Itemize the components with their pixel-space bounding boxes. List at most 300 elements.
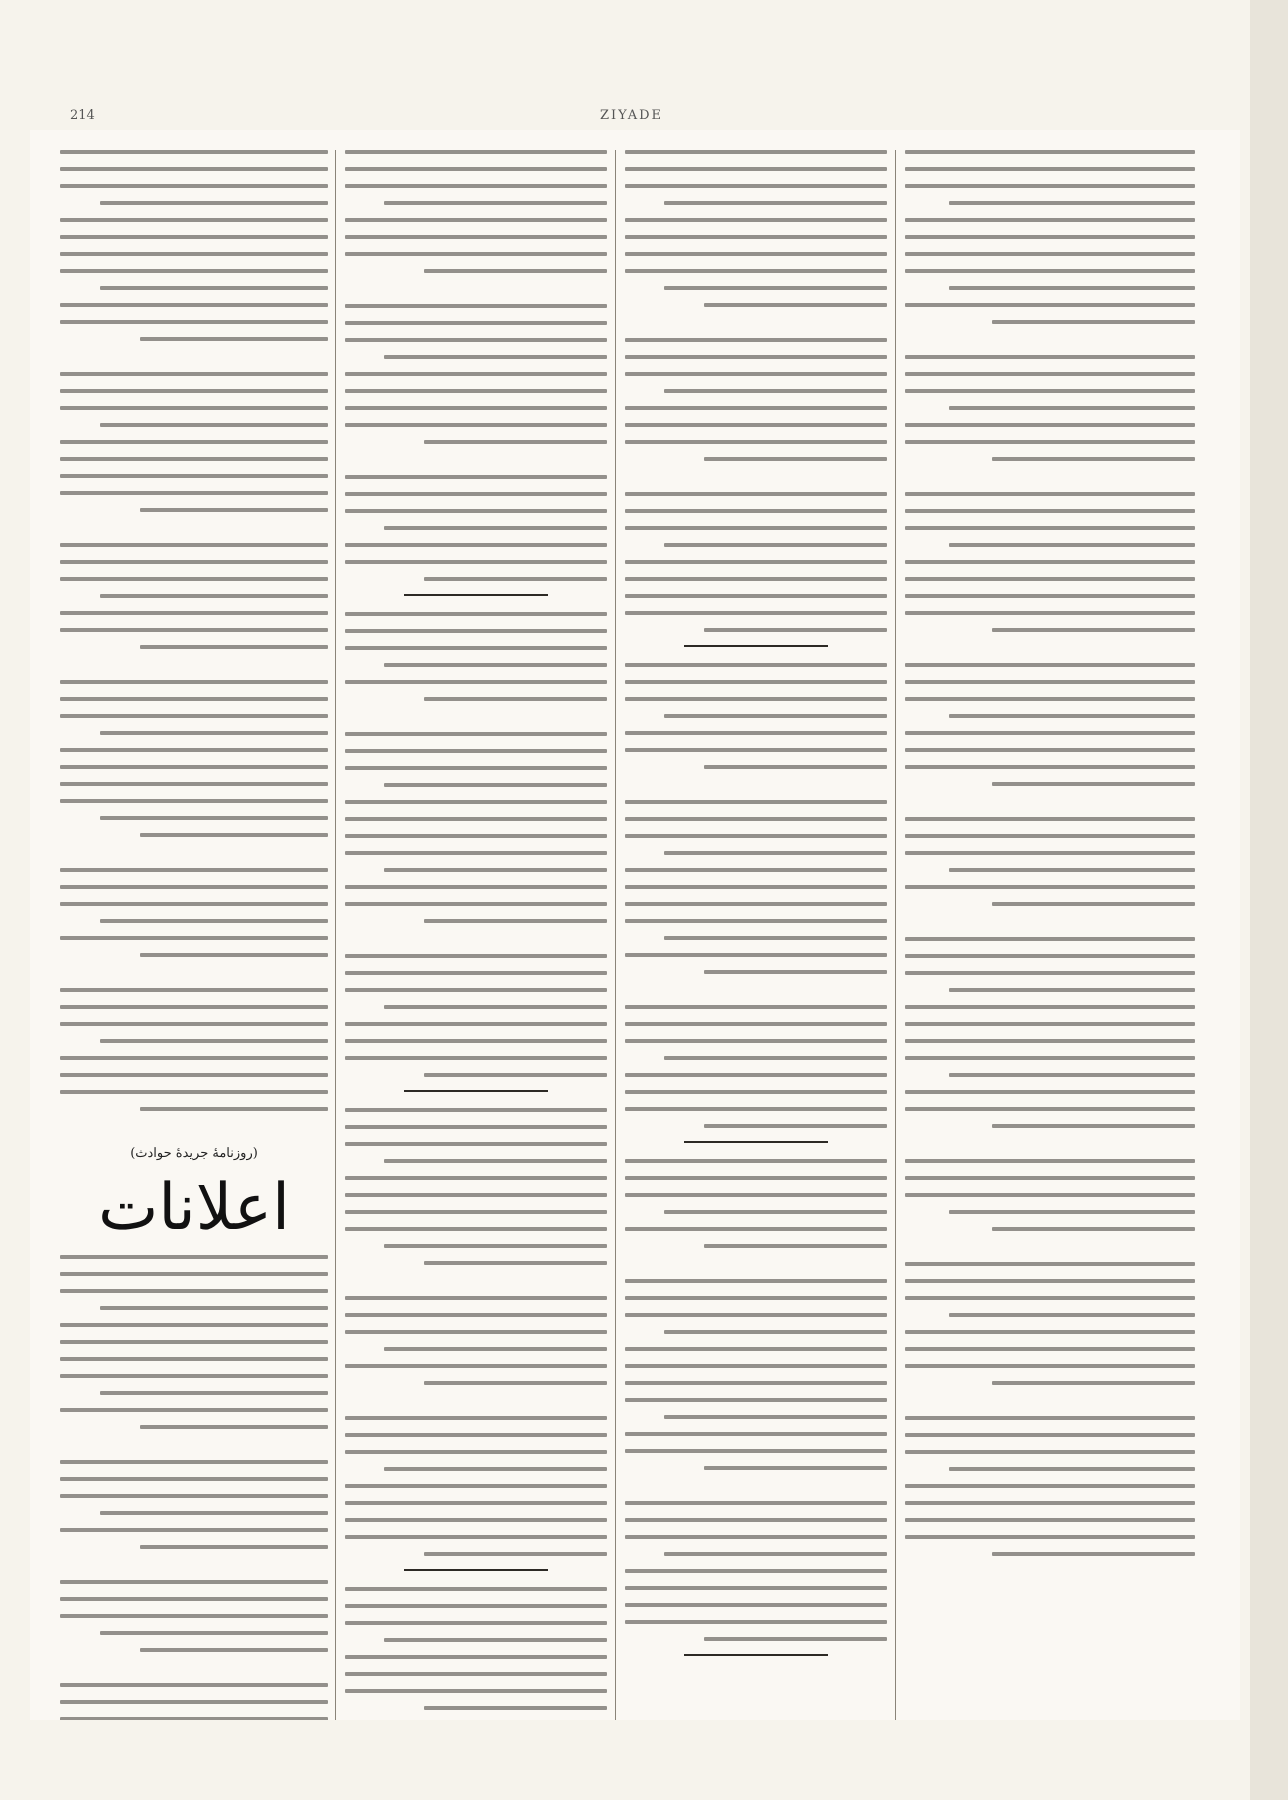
text-line xyxy=(345,1142,607,1146)
text-line xyxy=(625,611,887,615)
text-line xyxy=(100,423,328,427)
text-line xyxy=(60,235,328,239)
text-line xyxy=(625,731,887,735)
text-line xyxy=(625,800,887,804)
text-line xyxy=(625,338,887,342)
column-rule xyxy=(335,150,336,1720)
text-line xyxy=(625,1347,887,1351)
text-line xyxy=(424,1261,607,1265)
text-line xyxy=(905,269,1195,273)
text-line xyxy=(704,303,887,307)
text-line xyxy=(140,953,328,957)
text-line xyxy=(905,885,1195,889)
text-line xyxy=(905,303,1195,307)
text-line xyxy=(60,1700,328,1704)
text-line xyxy=(949,543,1196,547)
text-line xyxy=(625,577,887,581)
text-line xyxy=(424,1552,607,1556)
text-line xyxy=(905,1279,1195,1283)
text-line xyxy=(345,1364,607,1368)
text-line xyxy=(345,971,607,975)
text-line xyxy=(625,1313,887,1317)
text-line xyxy=(345,543,607,547)
paragraph-gap xyxy=(345,286,607,304)
text-line xyxy=(949,286,1196,290)
text-line xyxy=(625,184,887,188)
text-line xyxy=(60,167,328,171)
text-line xyxy=(60,1255,328,1259)
text-line xyxy=(625,440,887,444)
text-line xyxy=(625,868,887,872)
text-line xyxy=(100,1511,328,1515)
section-separator xyxy=(404,1569,548,1571)
text-line xyxy=(625,423,887,427)
text-line xyxy=(949,1073,1196,1077)
text-line xyxy=(625,919,887,923)
text-line xyxy=(60,885,328,889)
text-line xyxy=(60,868,328,872)
text-line xyxy=(625,1022,887,1026)
text-line xyxy=(345,252,607,256)
text-line xyxy=(60,1614,328,1618)
text-line xyxy=(100,1631,328,1635)
text-line xyxy=(905,1039,1195,1043)
source-caption: (روزنامهٔ جريدهٔ حوادث) xyxy=(130,1146,258,1161)
text-line xyxy=(345,902,607,906)
section-separator xyxy=(404,594,548,596)
text-line xyxy=(664,286,887,290)
text-line xyxy=(60,1090,328,1094)
text-line xyxy=(384,1159,607,1163)
text-line xyxy=(625,235,887,239)
text-line xyxy=(60,1357,328,1361)
text-line xyxy=(60,988,328,992)
paragraph-gap xyxy=(905,919,1195,937)
text-column-4 xyxy=(905,150,1195,1720)
text-line xyxy=(992,320,1195,324)
text-line xyxy=(60,1460,328,1464)
text-line xyxy=(60,389,328,393)
text-line xyxy=(905,697,1195,701)
text-line xyxy=(345,509,607,513)
text-line xyxy=(992,1124,1195,1128)
text-line xyxy=(60,372,328,376)
text-line xyxy=(60,748,328,752)
text-line xyxy=(625,1005,887,1009)
text-line xyxy=(625,218,887,222)
text-line xyxy=(60,543,328,547)
text-line xyxy=(345,817,607,821)
text-line xyxy=(345,1056,607,1060)
text-line xyxy=(625,509,887,513)
text-line xyxy=(905,817,1195,821)
text-line xyxy=(60,1323,328,1327)
text-line xyxy=(345,1433,607,1437)
text-line xyxy=(625,1227,887,1231)
text-line xyxy=(905,937,1195,941)
text-line xyxy=(949,201,1196,205)
text-line xyxy=(625,1449,887,1453)
text-line xyxy=(905,252,1195,256)
column-1-bottom-text xyxy=(60,1255,328,1720)
text-line xyxy=(345,1313,607,1317)
text-line xyxy=(345,184,607,188)
text-line xyxy=(704,1637,887,1641)
text-line xyxy=(625,885,887,889)
text-line xyxy=(704,628,887,632)
text-line xyxy=(345,851,607,855)
text-line xyxy=(345,372,607,376)
text-line xyxy=(625,697,887,701)
text-line xyxy=(345,612,607,616)
text-line xyxy=(60,782,328,786)
text-line xyxy=(625,1518,887,1522)
paragraph-gap xyxy=(625,1483,887,1501)
text-line xyxy=(100,919,328,923)
text-line xyxy=(949,988,1196,992)
text-line xyxy=(905,389,1195,393)
text-line xyxy=(384,1005,607,1009)
text-column-3 xyxy=(625,150,887,1720)
text-line xyxy=(905,492,1195,496)
text-line xyxy=(905,1090,1195,1094)
text-line xyxy=(905,971,1195,975)
text-line xyxy=(625,167,887,171)
text-line xyxy=(905,594,1195,598)
text-line xyxy=(60,765,328,769)
text-line xyxy=(424,269,607,273)
text-line xyxy=(625,1432,887,1436)
column-rule xyxy=(895,150,896,1720)
paragraph-gap xyxy=(60,1562,328,1580)
text-line xyxy=(345,560,607,564)
text-line xyxy=(992,1381,1195,1385)
text-line xyxy=(949,868,1196,872)
text-line xyxy=(100,594,328,598)
text-line xyxy=(625,1176,887,1180)
text-line xyxy=(664,936,887,940)
text-line xyxy=(345,1210,607,1214)
paragraph-gap xyxy=(60,1124,328,1142)
text-line xyxy=(625,1279,887,1283)
text-line xyxy=(625,526,887,530)
text-line xyxy=(424,577,607,581)
text-line xyxy=(60,150,328,154)
text-line xyxy=(704,1466,887,1470)
section-separator xyxy=(684,1141,828,1143)
text-line xyxy=(60,1597,328,1601)
paragraph-gap xyxy=(905,645,1195,663)
paragraph-gap xyxy=(60,1442,328,1460)
text-line xyxy=(60,252,328,256)
text-line xyxy=(664,201,887,205)
text-line xyxy=(992,628,1195,632)
text-line xyxy=(345,1535,607,1539)
text-column-2 xyxy=(345,150,607,1720)
text-line xyxy=(384,1467,607,1471)
text-line xyxy=(60,440,328,444)
text-line xyxy=(905,1296,1195,1300)
text-line xyxy=(60,1340,328,1344)
text-line xyxy=(905,218,1195,222)
text-line xyxy=(905,1484,1195,1488)
text-line xyxy=(345,749,607,753)
text-line xyxy=(60,1022,328,1026)
page-header-title: ZIYADE xyxy=(600,108,664,123)
text-line xyxy=(100,816,328,820)
text-line xyxy=(345,492,607,496)
text-line xyxy=(905,1262,1195,1266)
text-line xyxy=(345,1672,607,1676)
text-line xyxy=(345,800,607,804)
text-line xyxy=(384,1638,607,1642)
text-line xyxy=(140,508,328,512)
page-number: 214 xyxy=(70,108,95,123)
text-line xyxy=(664,1552,887,1556)
text-line xyxy=(905,731,1195,735)
text-line xyxy=(60,799,328,803)
text-line xyxy=(345,1621,607,1625)
text-line xyxy=(345,1296,607,1300)
paragraph-gap xyxy=(60,850,328,868)
text-line xyxy=(60,680,328,684)
text-line xyxy=(905,1005,1195,1009)
text-line xyxy=(60,1683,328,1687)
paragraph-gap xyxy=(905,799,1195,817)
text-line xyxy=(949,714,1196,718)
text-line xyxy=(664,714,887,718)
text-line xyxy=(625,1381,887,1385)
text-line xyxy=(345,1108,607,1112)
text-line xyxy=(384,1347,607,1351)
text-line xyxy=(704,1124,887,1128)
text-line xyxy=(60,902,328,906)
text-line xyxy=(60,269,328,273)
text-line xyxy=(345,732,607,736)
text-line xyxy=(60,1408,328,1412)
text-line xyxy=(625,150,887,154)
text-line xyxy=(664,543,887,547)
text-line xyxy=(905,1501,1195,1505)
text-line xyxy=(905,1330,1195,1334)
text-line xyxy=(905,150,1195,154)
text-line xyxy=(625,252,887,256)
text-line xyxy=(905,577,1195,581)
text-line xyxy=(140,1107,328,1111)
text-line xyxy=(60,491,328,495)
text-line xyxy=(992,1227,1195,1231)
text-line xyxy=(905,372,1195,376)
text-line xyxy=(140,337,328,341)
text-line xyxy=(905,834,1195,838)
text-line xyxy=(384,663,607,667)
text-line xyxy=(704,457,887,461)
text-line xyxy=(384,355,607,359)
text-line xyxy=(949,406,1196,410)
text-line xyxy=(905,184,1195,188)
text-line xyxy=(949,1210,1196,1214)
text-line xyxy=(60,474,328,478)
text-line xyxy=(905,167,1195,171)
text-line xyxy=(100,1391,328,1395)
text-line xyxy=(905,1364,1195,1368)
text-line xyxy=(905,748,1195,752)
text-line xyxy=(60,1580,328,1584)
paragraph-gap xyxy=(905,1398,1195,1416)
text-line xyxy=(345,1655,607,1659)
text-line xyxy=(345,475,607,479)
paragraph-gap xyxy=(60,970,328,988)
text-line xyxy=(905,1056,1195,1060)
text-line xyxy=(625,953,887,957)
text-line xyxy=(384,201,607,205)
text-line xyxy=(60,1717,328,1720)
text-line xyxy=(905,1416,1195,1420)
text-line xyxy=(424,440,607,444)
text-line xyxy=(60,1272,328,1276)
text-line xyxy=(60,218,328,222)
paragraph-gap xyxy=(60,525,328,543)
text-line xyxy=(345,680,607,684)
text-line xyxy=(60,714,328,718)
text-line xyxy=(345,1176,607,1180)
text-line xyxy=(345,1193,607,1197)
text-line xyxy=(905,1450,1195,1454)
column-1-top-text xyxy=(60,150,328,1142)
text-line xyxy=(140,833,328,837)
text-line xyxy=(345,1416,607,1420)
text-line xyxy=(345,885,607,889)
paragraph-gap xyxy=(625,474,887,492)
text-line xyxy=(664,1330,887,1334)
paragraph-gap xyxy=(905,1141,1195,1159)
text-line xyxy=(949,1467,1196,1471)
text-line xyxy=(60,611,328,615)
text-line xyxy=(625,1569,887,1573)
text-line xyxy=(905,235,1195,239)
text-line xyxy=(140,1425,328,1429)
text-line xyxy=(345,1689,607,1693)
text-line xyxy=(60,320,328,324)
text-line xyxy=(905,680,1195,684)
text-line xyxy=(625,1159,887,1163)
text-line xyxy=(625,355,887,359)
text-line xyxy=(905,1107,1195,1111)
text-column-1 xyxy=(60,150,328,1720)
text-line xyxy=(140,1648,328,1652)
text-line xyxy=(60,697,328,701)
paragraph-gap xyxy=(345,936,607,954)
text-line xyxy=(905,611,1195,615)
paragraph-gap xyxy=(905,474,1195,492)
text-line xyxy=(345,1518,607,1522)
text-line xyxy=(664,1210,887,1214)
text-line xyxy=(625,1296,887,1300)
text-line xyxy=(345,423,607,427)
paragraph-gap xyxy=(345,457,607,475)
announcements-heading: اعلانات xyxy=(98,1171,290,1245)
text-line xyxy=(905,1176,1195,1180)
text-line xyxy=(625,1107,887,1111)
text-line xyxy=(345,1330,607,1334)
paragraph-gap xyxy=(905,337,1195,355)
text-line xyxy=(345,1125,607,1129)
section-separator xyxy=(404,1090,548,1092)
text-line xyxy=(345,954,607,958)
paragraph-gap xyxy=(625,987,887,1005)
text-line xyxy=(949,1313,1196,1317)
text-line xyxy=(60,1073,328,1077)
text-line xyxy=(704,1244,887,1248)
paragraph-gap xyxy=(60,662,328,680)
text-line xyxy=(60,184,328,188)
text-line xyxy=(625,406,887,410)
text-line xyxy=(625,269,887,273)
paragraph-gap xyxy=(345,714,607,732)
text-line xyxy=(625,1535,887,1539)
text-line xyxy=(60,1005,328,1009)
text-line xyxy=(992,782,1195,786)
text-line xyxy=(60,1374,328,1378)
text-line xyxy=(905,560,1195,564)
text-line xyxy=(625,748,887,752)
page-margin xyxy=(1250,0,1288,1800)
text-line xyxy=(664,389,887,393)
section-separator xyxy=(684,1654,828,1656)
text-line xyxy=(625,817,887,821)
text-line xyxy=(60,936,328,940)
paragraph-gap xyxy=(625,320,887,338)
text-line xyxy=(625,663,887,667)
text-line xyxy=(345,1501,607,1505)
text-line xyxy=(345,321,607,325)
text-line xyxy=(424,1706,607,1710)
column-rule xyxy=(615,150,616,1720)
text-line xyxy=(345,235,607,239)
text-line xyxy=(60,628,328,632)
text-line xyxy=(704,765,887,769)
text-line xyxy=(345,766,607,770)
text-line xyxy=(100,286,328,290)
text-line xyxy=(905,765,1195,769)
text-line xyxy=(905,663,1195,667)
text-line xyxy=(905,423,1195,427)
text-line xyxy=(424,1381,607,1385)
text-line xyxy=(992,1552,1195,1556)
paragraph-gap xyxy=(60,354,328,372)
paragraph-gap xyxy=(60,1665,328,1683)
text-line xyxy=(345,1022,607,1026)
paragraph-gap xyxy=(905,1569,1195,1587)
text-line xyxy=(625,594,887,598)
text-line xyxy=(905,1433,1195,1437)
paragraph-gap xyxy=(625,1261,887,1279)
text-line xyxy=(905,526,1195,530)
text-line xyxy=(625,1364,887,1368)
text-line xyxy=(905,1518,1195,1522)
text-line xyxy=(345,988,607,992)
text-line xyxy=(905,1535,1195,1539)
text-line xyxy=(905,355,1195,359)
paragraph-gap xyxy=(345,1278,607,1296)
text-line xyxy=(664,851,887,855)
text-line xyxy=(992,457,1195,461)
text-line xyxy=(625,560,887,564)
text-line xyxy=(625,1193,887,1197)
text-line xyxy=(625,1090,887,1094)
paragraph-gap xyxy=(905,1244,1195,1262)
text-line xyxy=(140,1545,328,1549)
